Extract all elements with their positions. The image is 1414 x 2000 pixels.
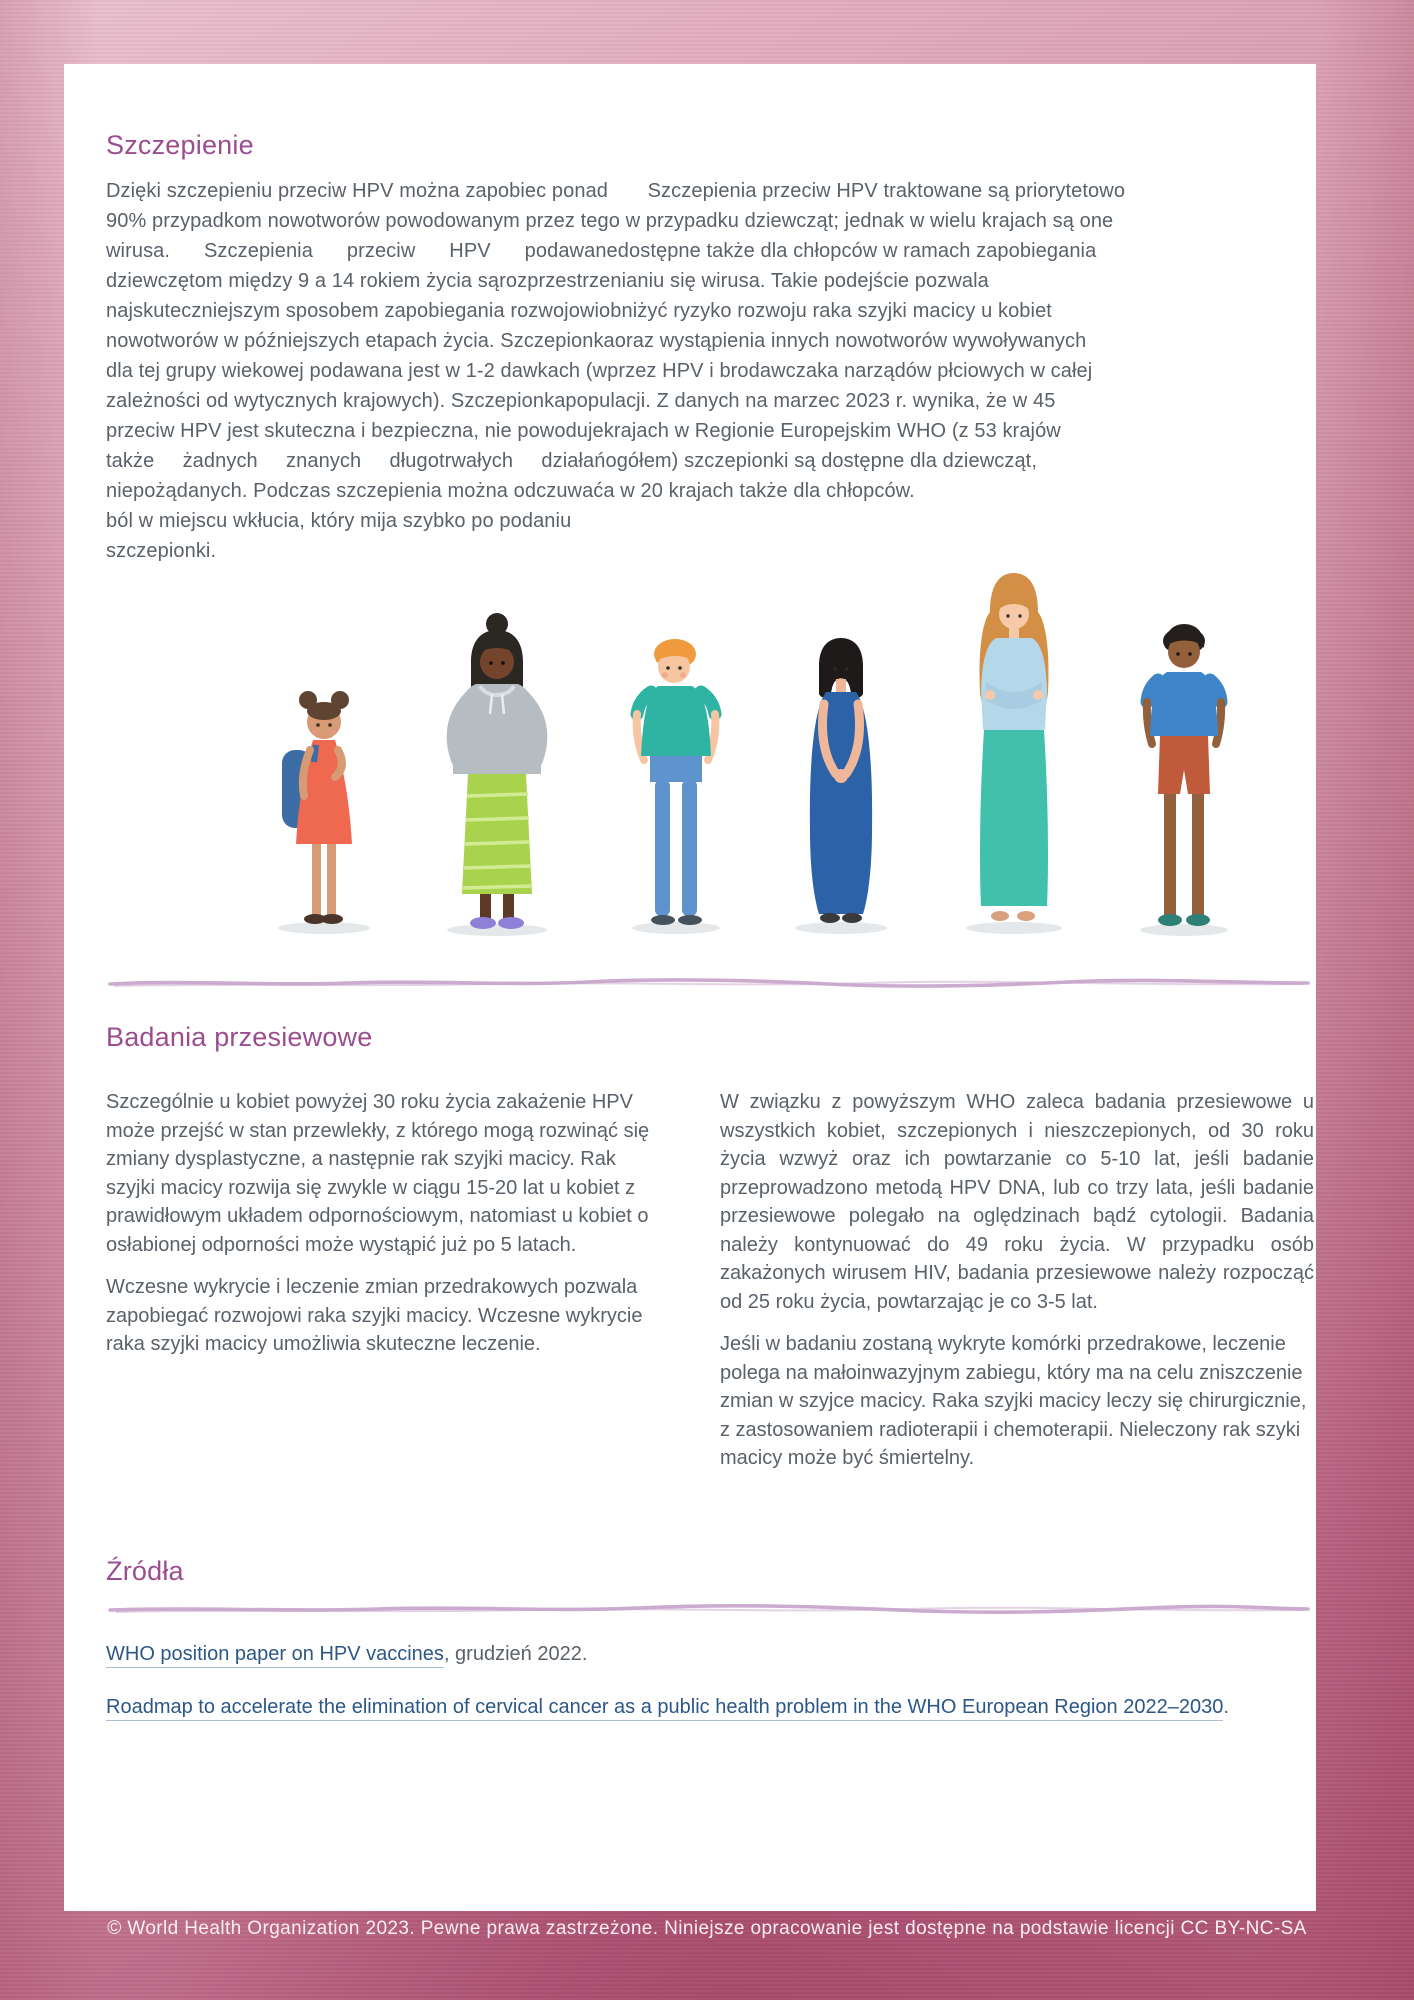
copyright-footer: © World Health Organization 2023. Pewne prawa zastrzeżone. Niniejsze opracowanie jest dostępne na podstawie licencji CC BY-NC-SA [107, 1918, 1307, 1939]
figure-boy-blue-tshirt [1140, 624, 1228, 936]
figure-girl-with-backpack [278, 691, 370, 934]
link-who-position-paper[interactable]: WHO position paper on HPV vaccines [106, 1643, 444, 1668]
sources-list [106, 1636, 1256, 1742]
source-suffix: . [1223, 1696, 1229, 1718]
text-line: nowotworów w późniejszych etapach życia. Szczepionkaoraz wystąpienia innych nowotworów wywoływanych [106, 330, 1087, 352]
text-line: Dzięki szczepieniu przeciw HPV można zapobiec ponad Szczepienia przeciw HPV traktowane są priorytetowo [106, 180, 1126, 202]
screening-paragraph: Jeśli w badaniu zostaną wykryte komórki przedrakowe, leczenie polega na małoinwazyjnym zabiegu, który ma na celu zniszczenie zmian w szyjce macicy. Raka szyjki macicy leczy się chirurgicznie, z zastosowaniem radioterapii i chemoterapii. Nieleczony rak szyki macicy może być śmiertelny. [720, 1333, 1307, 1469]
vaccination-text-block [106, 176, 1314, 566]
screening-paragraph: Szczególnie u kobiet powyżej 30 roku życia zakażenie HPV może przejść w stan przewlekły, z którego mogą rozwinąć się zmiany dysplastyczne, a następnie rak szyjki macicy. Rak szyjki macicy rozwija się zwykle w ciągu 15-20 lat u kobiet z prawidłowym układem odpornościowym, natomiast u kobiet o osłabionej odporności może wystąpić już po 5 latach. [106, 1091, 650, 1256]
screening-right-column [720, 1088, 1314, 1487]
figure-woman-long-red-hair [966, 573, 1062, 934]
document-page [64, 64, 1316, 1911]
figure-girl-hands-on-hips [447, 613, 547, 936]
figure-boy-red-hair [632, 639, 720, 934]
wavy-divider [108, 976, 1310, 990]
section-title-screening: Badania przesiewowe [106, 1022, 373, 1052]
screening-left-column [106, 1088, 666, 1373]
text-line: zależności od wytycznych krajowych). Szczepionkapopulacji. Z danych na marzec 2023 r. wynika, że w 45 [106, 390, 1056, 412]
text-line: także żadnych znanych długotrwałych działańogółem) szczepionki są dostępne dla dziewcząt, [106, 450, 1037, 472]
text-line: 90% przypadkom nowotworów powodowanym przez tego w przypadku dziewcząt; jednak w wielu krajach są one [106, 210, 1114, 232]
children-illustration [124, 562, 1264, 947]
wavy-divider [108, 1602, 1310, 1616]
text-line: wirusa. Szczepienia przeciw HPV podawanedostępne także dla chłopców w ramach zapobiegania [106, 240, 1097, 262]
section-title-vaccination: Szczepienie [106, 130, 254, 160]
text-line: dla tej grupy wiekowej podawana jest w 1-2 dawkach (wprzez HPV i brodawczaka narządów płciowych w całej [106, 360, 1093, 382]
text-line: przeciw HPV jest skuteczna i bezpieczna, nie powodujekrajach w Regionie Europejskim WHO (z 53 krajów [106, 420, 1061, 442]
text-line: ból w miejscu wkłucia, który mija szybko po podaniu [106, 510, 572, 532]
link-roadmap-cervical-cancer[interactable]: Roadmap to accelerate the elimination of cervical cancer as a public health problem in the WHO European Region 2022–2030 [106, 1696, 1223, 1721]
text-line: dziewczętom między 9 a 14 rokiem życia sąrozprzestrzenianiu się wirusa. Takie podejście pozwala [106, 270, 989, 292]
text-line: szczepionki. [106, 540, 217, 562]
source-row [106, 1689, 1256, 1725]
screening-paragraph: Wczesne wykrycie i leczenie zmian przedrakowych pozwala zapobiegać rozwojowi raka szyjki macicy. Wczesne wykrycie raka szyjki macicy umożliwia skuteczne leczenie. [106, 1276, 643, 1355]
source-row [106, 1636, 1256, 1672]
text-line: niepożądanych. Podczas szczepienia można odczuwaća w 20 krajach także dla chłopców. [106, 480, 915, 502]
figure-woman-dark-bob [795, 638, 887, 934]
source-suffix: , grudzień 2022. [443, 1643, 588, 1665]
screening-paragraph: W związku z powyższym WHO zaleca badania przesiewowe u wszystkich kobiet, szczepionych i nieszczepionych, od 30 roku życia wzwyż oraz ich powtarzanie co 5-10 lat, jeśli badanie przeprowadzono metodą HPV DNA, lub co trzy lata, jeśli badanie przesiewowe polegało na oględzinach bądź cytologii. Badania należy kontynuować do 49 roku życia. W przypadku osób zakażonych wirusem HIV, badania przesiewowe należy rozpocząć od 25 roku życia, powtarzając je co 3-5 lat. [720, 1091, 1314, 1313]
text-line: najskuteczniejszym sposobem zapobiegania rozwojowiobniżyć ryzyko rozwoju raka szyjki macicy u kobiet [106, 300, 1052, 322]
section-title-sources: Źródła [106, 1556, 184, 1586]
